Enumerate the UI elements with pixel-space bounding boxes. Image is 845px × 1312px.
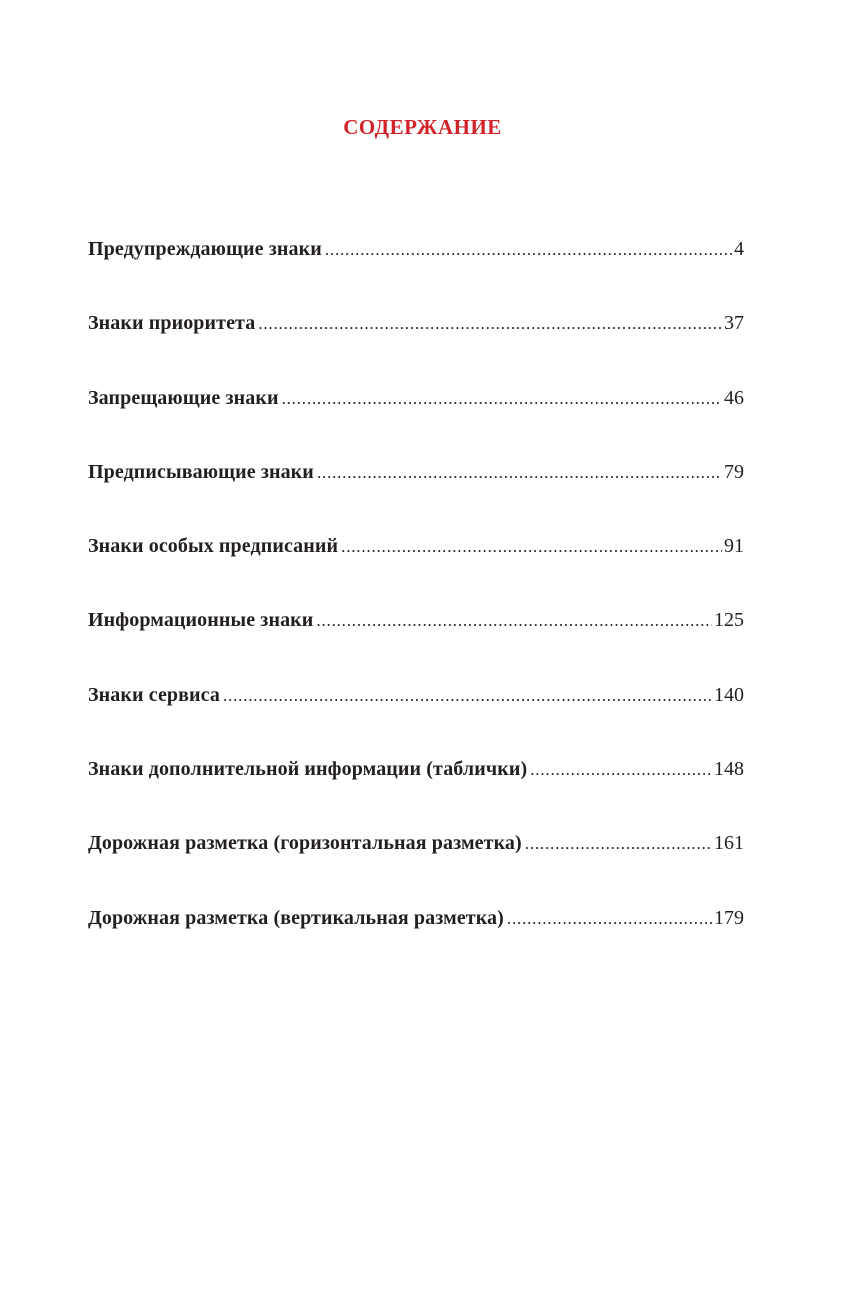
toc-entry-page: 4	[734, 238, 744, 260]
dot-leader	[258, 314, 722, 334]
toc-entry-label: Дорожная разметка (горизонтальная разметка)	[88, 832, 522, 855]
toc-entry[interactable]	[88, 832, 744, 906]
toc-entry-label: Знаки особых предписаний	[88, 535, 339, 558]
toc-entry-label: Запрещающие знаки	[88, 386, 279, 409]
toc-entry-label: Предупреждающие знаки	[88, 238, 322, 260]
dot-leader	[530, 760, 712, 780]
dot-leader	[525, 834, 712, 854]
toc-entry-label: Знаки сервиса	[88, 683, 220, 706]
toc-entry-page: 148	[714, 758, 744, 781]
toc-entry-label: Дорожная разметка (вертикальная разметка)	[88, 906, 504, 929]
toc-entry[interactable]	[88, 609, 744, 683]
toc-entry-label: Информационные знаки	[88, 609, 314, 632]
dot-leader	[317, 463, 722, 483]
dot-leader	[282, 389, 722, 409]
toc-entry-page: 125	[714, 609, 744, 632]
dot-leader	[507, 909, 712, 929]
toc-entry-label: Предписывающие знаки	[88, 460, 314, 483]
dot-leader	[316, 611, 712, 631]
page-title: СОДЕРЖАНИЕ	[343, 115, 502, 139]
toc-entry[interactable]	[88, 758, 744, 832]
toc-entry[interactable]	[88, 312, 744, 386]
toc-entry-page: 140	[714, 683, 744, 706]
toc-entry[interactable]	[88, 238, 744, 312]
toc-entry-page: 79	[724, 460, 744, 483]
toc-entry-page: 46	[724, 386, 744, 409]
toc-entry-page: 161	[714, 832, 744, 855]
toc-entry[interactable]	[88, 535, 744, 609]
dot-leader	[325, 240, 732, 260]
toc-entry-page: 179	[714, 906, 744, 929]
toc-entry[interactable]	[88, 387, 744, 461]
toc-entry[interactable]	[88, 461, 744, 535]
toc-entry-page: 91	[724, 535, 744, 558]
dot-leader	[223, 686, 712, 706]
toc-entry[interactable]	[88, 907, 744, 981]
table-of-contents	[88, 238, 744, 981]
toc-entry-label: Знаки приоритета	[88, 312, 256, 335]
dot-leader	[341, 537, 722, 557]
toc-entry[interactable]	[88, 684, 744, 758]
toc-entry-page: 37	[724, 312, 744, 335]
toc-entry-label: Знаки дополнительной информации (таблички)	[88, 758, 528, 781]
